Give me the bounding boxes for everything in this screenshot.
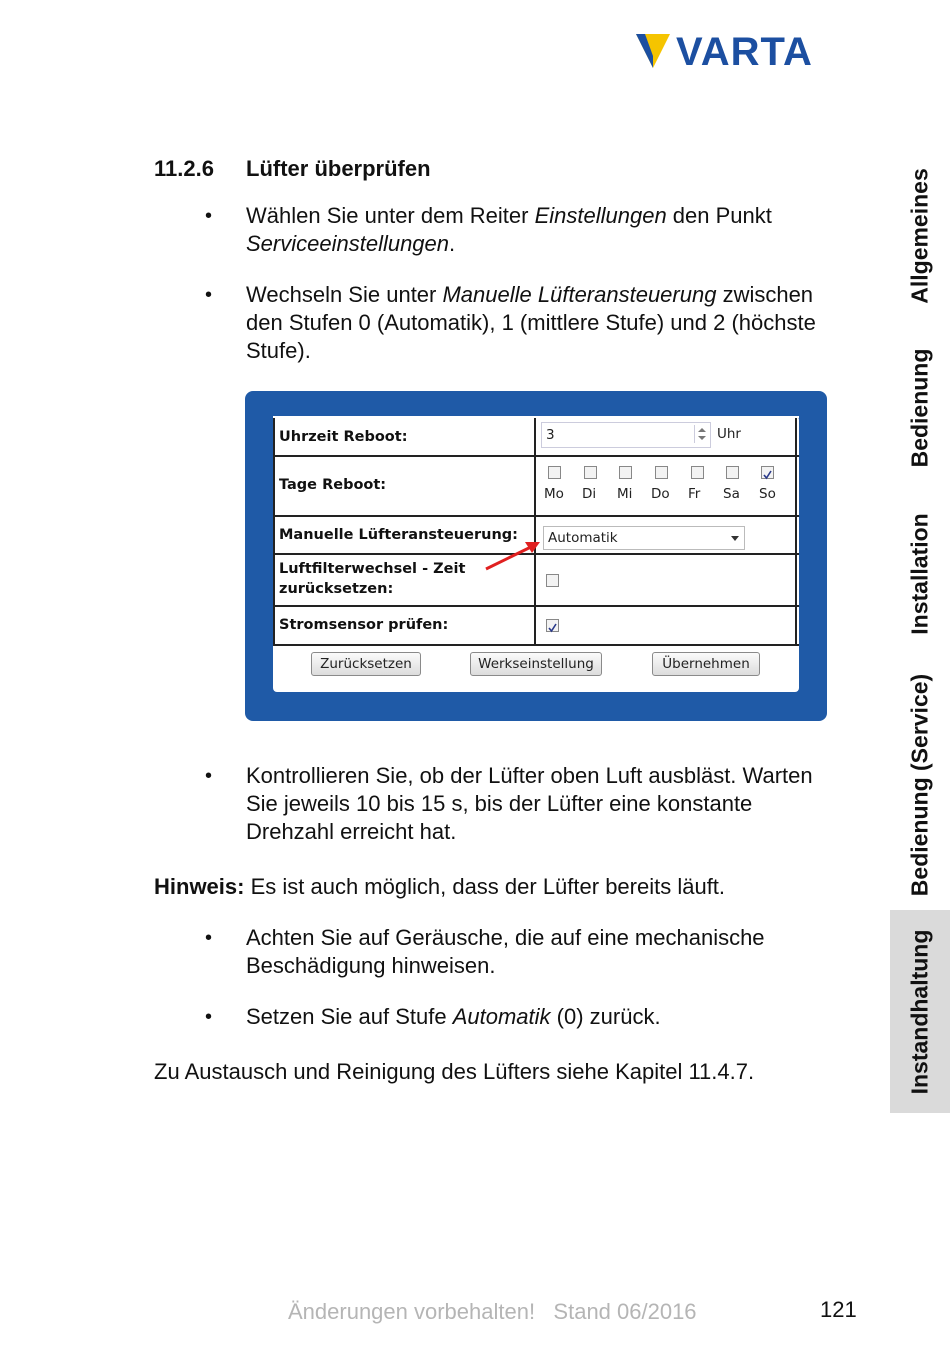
note-text: Es ist auch möglich, dass der Lüfter bereits läuft.: [244, 874, 726, 899]
bullet-emphasis: Manuelle Lüfteransteuerung: [442, 282, 717, 307]
brand-name: VARTA: [676, 30, 813, 74]
bullet-text: .: [449, 231, 456, 256]
section-title: Lüfter überprüfen: [246, 156, 431, 181]
reset-button[interactable]: Zurücksetzen: [311, 652, 421, 676]
section-heading: [154, 156, 431, 182]
filter-reset-label-line: zurücksetzen:: [279, 581, 394, 597]
day-checkbox-so[interactable]: [761, 466, 774, 479]
bullet-dot: •: [205, 765, 213, 787]
day-label: So: [759, 486, 776, 502]
filter-reset-label-line: Luftfilterwechsel - Zeit: [279, 561, 466, 577]
red-arrow-icon: [483, 537, 543, 573]
bullet-dot: •: [205, 927, 213, 949]
bullet-text: den Stufen 0 (Automatik), 1 (mittlere Stufe) und 2 (höchste: [246, 310, 816, 335]
current-sensor-label: Stromsensor prüfen:: [279, 617, 449, 633]
day-checkbox-mo[interactable]: [548, 466, 561, 479]
reboot-time-unit: Uhr: [717, 426, 741, 442]
bullet-text: (0) zurück.: [550, 1004, 661, 1029]
bullet-text: Sie jeweils 10 bis 15 s, bis der Lüfter eine konstante: [246, 791, 753, 816]
varta-v-emblem-icon: [636, 34, 670, 68]
table-row: [273, 605, 799, 646]
spinner-icon[interactable]: [694, 425, 709, 443]
bullet-text: Wählen Sie unter dem Reiter: [246, 203, 535, 228]
chevron-down-icon: [731, 536, 739, 541]
bullet-text: Wechseln Sie unter: [246, 282, 443, 307]
side-tab-label: Bedienung: [906, 348, 933, 468]
fan-control-select[interactable]: [543, 526, 745, 550]
reboot-time-label: Uhrzeit Reboot:: [279, 429, 408, 445]
day-checkbox-sa[interactable]: [726, 466, 739, 479]
current-sensor-checkbox[interactable]: [546, 619, 559, 632]
page-number: 121: [820, 1297, 857, 1322]
filter-reset-checkbox[interactable]: [546, 574, 559, 587]
closing-paragraph: Zu Austausch und Reinigung des Lüfters siehe Kapitel 11.4.7.: [154, 1059, 755, 1084]
filter-reset-label: [279, 559, 465, 599]
bullet-text: Achten Sie auf Geräusche, die auf eine mechanische: [246, 925, 765, 950]
side-tab-label: Allgemeines: [906, 168, 933, 304]
reboot-time-input[interactable]: [541, 422, 711, 448]
table-row: [273, 453, 799, 517]
settings-screenshot: [245, 391, 827, 721]
day-checkbox-mi[interactable]: [619, 466, 632, 479]
section-number: 11.2.6: [154, 156, 214, 181]
side-tab-bedienung[interactable]: [890, 332, 950, 484]
varta-logo: [636, 30, 848, 74]
bullet-text: Setzen Sie auf Stufe: [246, 1004, 453, 1029]
side-tab-label: Instandhaltung: [906, 929, 933, 1094]
side-tab-allgemeines[interactable]: [890, 150, 950, 322]
checkmark-icon: [762, 469, 773, 480]
bullet-emphasis: Einstellungen: [534, 203, 667, 228]
bullet-text: Beschädigung hinweisen.: [246, 953, 496, 978]
bullet-text: den Punkt: [666, 203, 772, 228]
bullet-text: Drehzahl erreicht hat.: [246, 819, 457, 844]
bullet-text: Kontrollieren Sie, ob der Lüfter oben Luft ausbläst. Warten: [246, 763, 813, 788]
fan-control-label: Manuelle Lüfteransteuerung:: [279, 527, 518, 543]
day-label: Sa: [723, 486, 740, 502]
reboot-time-value: 3: [546, 427, 555, 443]
bullet-dot: •: [205, 205, 213, 227]
side-tab-label: Installation: [906, 513, 933, 635]
settings-panel: [273, 416, 799, 692]
side-tab-instandhaltung[interactable]: [890, 910, 950, 1113]
footer-notice: Änderungen vorbehalten! Stand 06/2016: [288, 1299, 697, 1324]
bullet-dot: •: [205, 1006, 213, 1028]
bullet-emphasis: Automatik: [452, 1004, 551, 1029]
checkmark-icon: [547, 622, 558, 633]
side-tab-installation[interactable]: [890, 496, 950, 652]
bullet-dot: •: [205, 284, 213, 306]
reboot-days-label: Tage Reboot:: [279, 477, 387, 493]
factory-settings-button[interactable]: Werkseinstellung: [470, 652, 602, 676]
day-label: Fr: [688, 486, 701, 502]
bullet-text: zwischen: [716, 282, 814, 307]
bullet-emphasis: Serviceeinstellungen: [246, 231, 450, 256]
side-tab-bedienung-service[interactable]: [890, 660, 950, 910]
note-label: Hinweis:: [154, 874, 245, 899]
apply-button[interactable]: Übernehmen: [652, 652, 760, 676]
day-label: Do: [651, 486, 670, 502]
day-label: Mo: [544, 486, 564, 502]
day-checkbox-fr[interactable]: [691, 466, 704, 479]
bullet-text: Stufe).: [246, 338, 311, 363]
note: [154, 873, 725, 901]
fan-control-value: Automatik: [548, 530, 618, 546]
day-label: Mi: [617, 486, 633, 502]
day-label: Di: [582, 486, 597, 502]
day-checkbox-do[interactable]: [655, 466, 668, 479]
side-tab-label: Bedienung (Service): [906, 673, 933, 897]
day-checkbox-di[interactable]: [584, 466, 597, 479]
